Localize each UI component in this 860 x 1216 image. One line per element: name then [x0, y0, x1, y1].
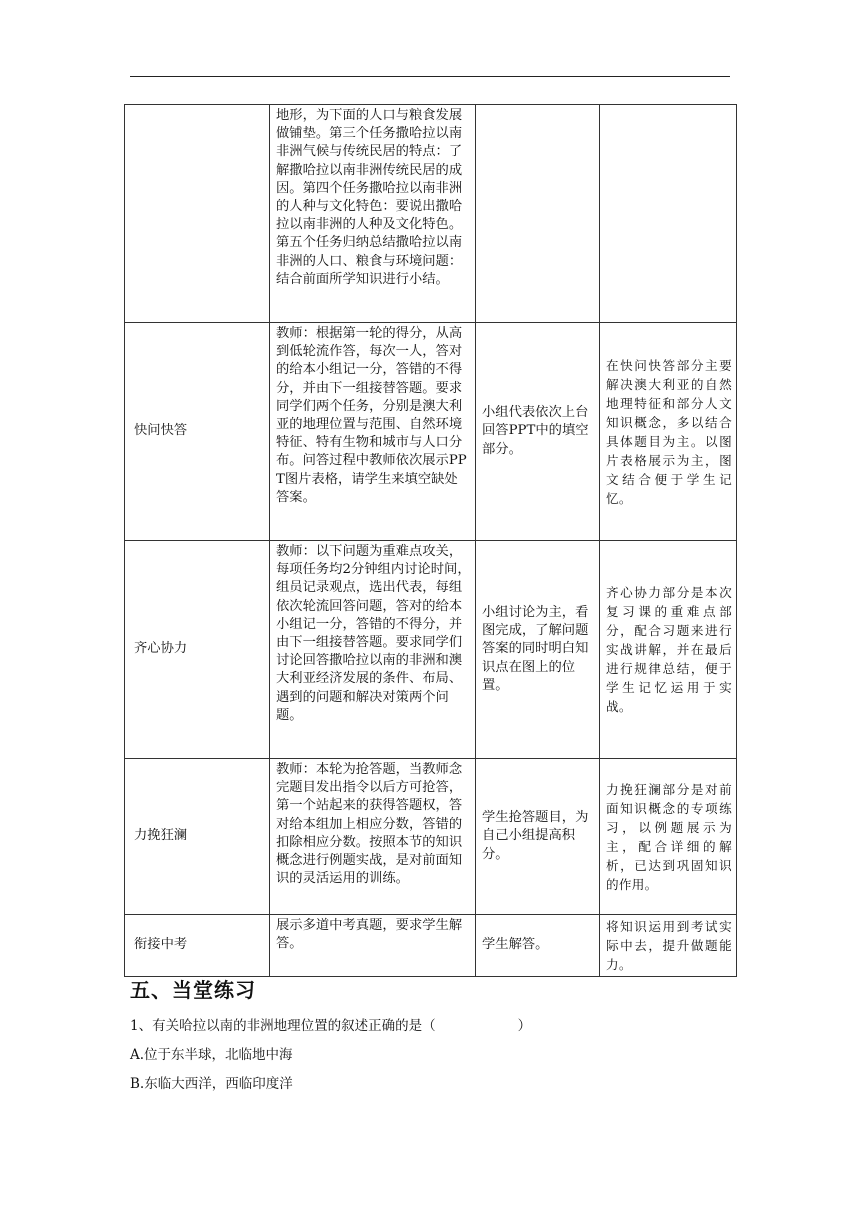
student-activity-cell: 小组代表依次上台回答PPT中的填空部分。 [476, 323, 600, 541]
design-intent-cell [600, 105, 737, 323]
student-activity-cell: 学生抢答题目，为自己小组提高积分。 [476, 759, 600, 915]
header-rule [130, 76, 730, 77]
teacher-activity-cell: 教师：本轮为抢答题，当教师念完题目发出指令以后方可抢答，第一个站起来的获得答题权，答对给本组加上相应分数，答错的扣除相应分数。按照本节的知识概念进行例题实战，是对前面知识的灵活运用的训练。 [270, 759, 476, 915]
student-activity-cell: 学生解答。 [476, 915, 600, 977]
segment-cell [125, 105, 270, 323]
segment-cell: 齐心协力 [125, 541, 270, 759]
teacher-activity-cell: 展示多道中考真题，要求学生解答。 [270, 915, 476, 977]
design-intent-cell: 在快问快答部分主要解决澳大利亚的自然地理特征和部分人文知识概念，多以结合具体题目为主。以图片表格展示为主，图文结合便于学生记忆。 [600, 323, 737, 541]
option-a: A.位于东半球，北临地中海 [130, 1047, 293, 1063]
design-intent-cell: 力挽狂澜部分是对前面知识概念的专项练习，以例题展示为主，配合详细的解析，已达到巩固知识的作用。 [600, 759, 737, 915]
table-row [125, 759, 737, 915]
segment-cell: 力挽狂澜 [125, 759, 270, 915]
table-row [125, 541, 737, 759]
teacher-activity-cell: 地形，为下面的人口与粮食发展做铺垫。第三个任务撒哈拉以南非洲气候与传统民居的特点：了解撒哈拉以南非洲传统民居的成因。第四个任务撒哈拉以南非洲的人种与文化特色：要说出撒哈拉以南非洲的人种及文化特色。第五个任务归纳总结撒哈拉以南非洲的人口、粮食与环境问题：结合前面所学知识进行小结。 [270, 105, 476, 323]
question-stem-close: ） [517, 1018, 532, 1034]
lesson-plan-table [124, 104, 737, 977]
teacher-activity-cell: 教师：以下问题为重难点攻关，每项任务均2分钟组内讨论时间，组员记录观点，选出代表，每组依次轮流回答问题，答对的给本小组记一分，答错的不得分，并由下一组接替答题。要求同学们讨论回答撒哈拉以南的非洲和澳大利亚经济发展的条件、布局、遇到的问题和解决对策两个问题。 [270, 541, 476, 759]
section-title: 五、当堂练习 [130, 978, 256, 1002]
student-activity-cell [476, 105, 600, 323]
student-activity-cell: 小组讨论为主，看图完成，了解问题答案的同时明白知识点在图上的位置。 [476, 541, 600, 759]
question-stem-text: 1、有关哈拉以南的非洲地理位置的叙述正确的是（ [130, 1018, 436, 1034]
design-intent-cell: 将知识运用到考试实际中去，提升做题能力。 [600, 915, 737, 977]
design-intent-cell: 齐心协力部分是本次复习课的重难点部分，配合习题来进行实战讲解，并在最后进行规律总结，便于学生记忆运用于实战。 [600, 541, 737, 759]
segment-cell: 衔接中考 [125, 915, 270, 977]
option-b: B.东临大西洋，西临印度洋 [130, 1076, 293, 1092]
table-row [125, 915, 737, 977]
segment-cell: 快问快答 [125, 323, 270, 541]
table-row [125, 105, 737, 323]
table-row [125, 323, 737, 541]
question-stem [130, 1017, 531, 1035]
teacher-activity-cell: 教师：根据第一轮的得分，从高到低轮流作答，每次一人，答对的给本小组记一分，答错的不得分，并由下一组接替答题。要求同学们两个任务，分别是澳大利亚的地理位置与范围、自然环境特征、特有生物和城市与人口分布。问答过程中教师依次展示PPT图片表格，请学生来填空缺处答案。 [270, 323, 476, 541]
